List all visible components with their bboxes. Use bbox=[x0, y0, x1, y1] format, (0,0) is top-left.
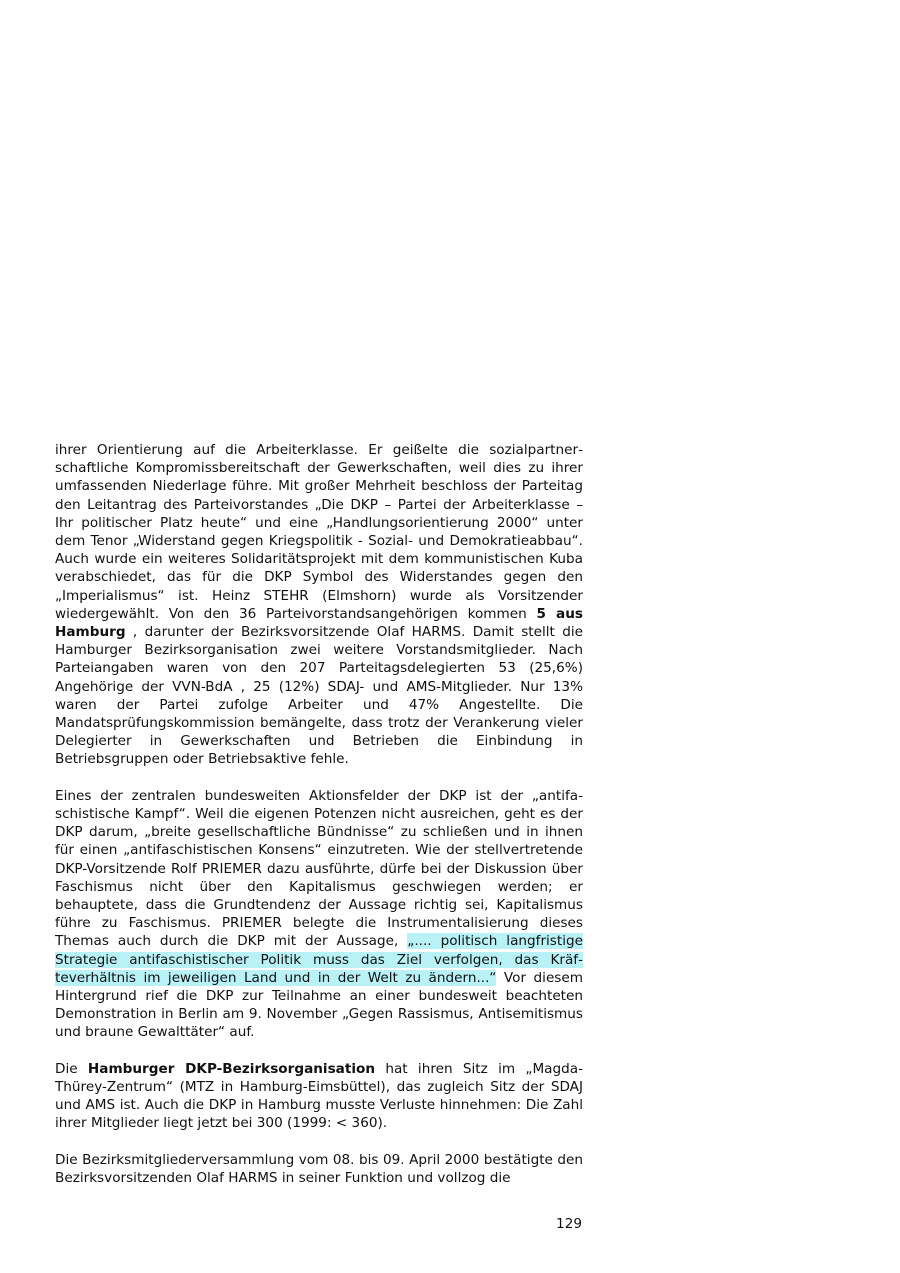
page-number: 129 bbox=[556, 1216, 582, 1232]
body-text bbox=[55, 441, 583, 1205]
paragraph-text: Eines der zentralen bundesweiten Aktionsfelder der DKP ist der „antifaschistische Kampf“. Weil die eigenen Potenzen nicht ausreichen, geht es der DKP darum, „breite gesellschaftliche Bündnisse“ zu schließen und in ihnen für einen „antifaschistischen Konsens“ einzutreten. Wie der stellvertretende DKP-Vorsitzende Rolf PRIEMER dazu ausführte, dürfe bei der Diskussion über Faschismus nicht über den Kapitalismus geschwiegen werden; er behauptete, dass die Grundtendenz der Aussage richtig sei, Kapitalismus führe zu Faschismus. PRIEMER belegte die Instrumentalisierung dieses Themas auch durch die DKP mit der Aussage, bbox=[55, 787, 583, 950]
paragraph-text: , darunter der Bezirksvorsitzende Olaf HARMS. Damit stellt die Hamburger Bezirksorganisation zwei weitere Vorstandsmitglieder. Nach Parteiangaben waren von den 207 Parteitagsdelegierten 53 (25,6%) Angehörige der VVN-BdA , 25 (12%) SDAJ- und AMS-Mitglieder. Nur 13% waren der Partei zufolge Arbeiter und 47% Angestellte. Die Mandatsprüfungskommission bemängelte, dass trotz der Verankerung vieler Delegierter in Gewerkschaften und Betrieben die Einbindung in Betriebsgruppen oder Betriebsaktive fehle. bbox=[55, 624, 583, 768]
paragraph-antifascism bbox=[55, 787, 583, 1042]
paragraph-text: hat ihren Sitz im „Magda-Thürey-Zentrum“ (MTZ in Hamburg-Eimsbüttel), das zugleich Sitz der SDAJ und AMS ist. Auch die DKP in Hamburg musste Verluste hinnehmen: Die Zahl ihrer Mitglieder liegt jetzt bei 300 (1999: < 360). bbox=[55, 1060, 584, 1132]
paragraph-party-congress bbox=[55, 441, 583, 769]
paragraph-hamburg-organisation bbox=[55, 1060, 583, 1133]
paragraph-text: ihrer Orientierung auf die Arbeiterklasse. Er geißelte die sozialpartnerschaftliche Kompromissbereitschaft der Gewerkschaften, weil dies zu ihrer umfassenden Niederlage führe. Mit großer Mehrheit beschloss der Parteitag den Leitantrag des Parteivorstandes „Die DKP – Partei der Arbeiterklasse – Ihr politischer Platz heute“ und eine „Handlungsorientierung 2000“ unter dem Tenor „Widerstand gegen Kriegspolitik - Sozial- und Demokratieabbau“. Auch wurde ein weiteres Solidaritätsprojekt mit dem kommunistischen Kuba verabschiedet, das für die DKP Symbol des Widerstandes gegen den „Imperialismus“ ist. Heinz STEHR (Elmshorn) wurde als Vorsitzender wiedergewählt. Von den 36 Parteivorstandsangehörigen kommen bbox=[55, 442, 583, 622]
paragraph-text: Vor diesem Hintergrund rief die DKP zur Teilnahme an einer bundesweit beachteten Demonstration in Berlin am 9. November „Gegen Rassismus, Antisemitismus und braune Gewalttäter“ auf. bbox=[55, 969, 583, 1041]
paragraph-text: Die bbox=[55, 1060, 88, 1077]
highlighted-quote: „.... politisch langfristige Strategie antifaschistischer Politik muss das Ziel verfolgen, das Kräfteverhältnis im jeweiligen Land und in der Welt zu ändern...“ bbox=[55, 933, 583, 986]
bold-text: Hamburger DKP-Bezirksorganisation bbox=[87, 1060, 376, 1077]
paragraph-district-assembly bbox=[55, 1151, 583, 1187]
paragraph-text: Die Bezirksmitgliederversammlung vom 08. bis 09. April 2000 bestätigte den Bezirksvorsitzenden Olaf HARMS in seiner Funktion und vollzog die bbox=[55, 1151, 583, 1187]
bold-text: 5 aus Hamburg bbox=[55, 605, 583, 641]
